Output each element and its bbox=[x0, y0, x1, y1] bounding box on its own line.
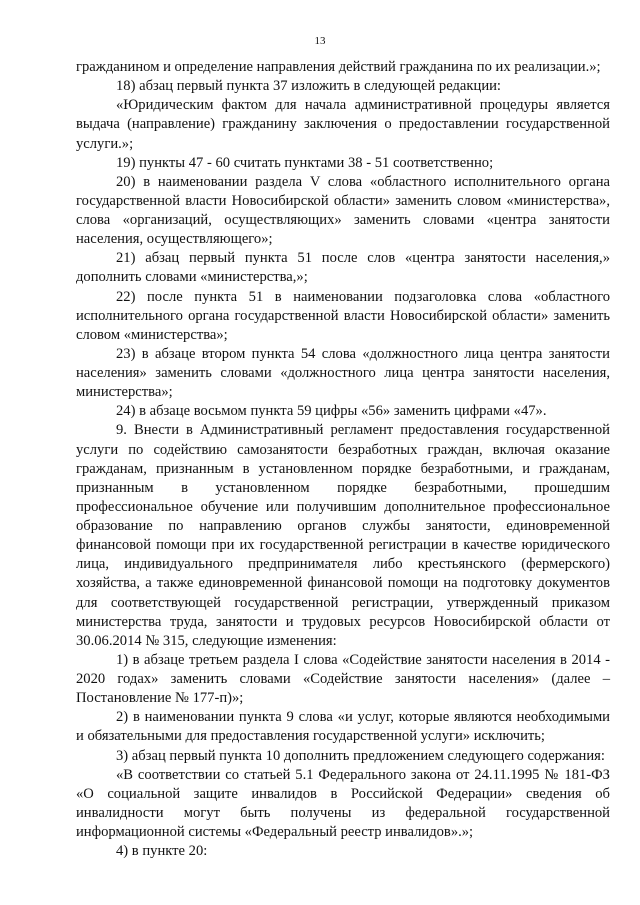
paragraph-item-23: 23) в абзаце втором пункта 54 слова «должностного лица центра занятости населения» заменить словами «должностного лица центра занятости населения, министерства»; bbox=[76, 345, 610, 401]
paragraph-quote-item-18: «Юридическим фактом для начала административной процедуры является выдача (направление) гражданину заключения о предоставлении государственной услуги.»; bbox=[76, 97, 610, 152]
paragraph-item-18: 18) абзац первый пункта 37 изложить в следующей редакции: bbox=[116, 78, 501, 95]
paragraph-item-20: 20) в наименовании раздела V слова «областного исполнительного органа государственной власти Новосибирской области» заменить словом «министерства», слова «организаций, осуществляющих» заменить словами «центра занятости населения, осуществляющего»; bbox=[76, 173, 610, 248]
paragraph-item-21: 21) абзац первый пункта 51 после слов «центра занятости населения,» дополнить словами «министерства,»; bbox=[76, 250, 610, 286]
paragraph-item-19: 19) пункты 47 - 60 считать пунктами 38 - 51 соответственно; bbox=[116, 154, 494, 171]
paragraph-sub-3: 3) абзац первый пункта 10 дополнить предложением следующего содержания: bbox=[116, 747, 605, 764]
paragraph-sub-1: 1) в абзаце третьем раздела I слова «Содействие занятости населения в 2014 - 2020 годах» заменить словами «Содействие занятости населения» (далее – Постановление № 177-п)»; bbox=[76, 651, 610, 707]
paragraph-continuation: гражданином и определение направления действий гражданина по их реализации.»; bbox=[76, 59, 601, 75]
page-number: 13 bbox=[314, 35, 326, 47]
paragraph-item-24: 24) в абзаце восьмом пункта 59 цифры «56» заменить цифрами «47». bbox=[116, 403, 547, 420]
paragraph-section-9: 9. Внести в Административный регламент предоставления государственной услуги по содействию самозанятости безработных граждан, включая оказание гражданам, признанным в установленном порядке безработными, и гражданам, признанным в установленном порядке безработными, прошедшим профессиональное обучение или получившим дополнительное профессиональное образование по направлению органов службы занятости, единовременной финансовой помощи при их государственной регистрации в качестве юридического лица, индивидуального предпринимателя либо крестьянского (фермерского) хозяйства, а также единовременной финансовой помощи на подготовку документов для соответствующей государственной регистрации, утвержденный приказом министерства труда, занятости и трудовых ресурсов Новосибирской области от 30.06.2014 № 315, следующие изменения: bbox=[76, 422, 610, 649]
paragraph-sub-2: 2) в наименовании пункта 9 слова «и услуг, которые являются необходимыми и обязательными для предоставления государственной услуги» исключить; bbox=[76, 709, 610, 745]
document-body bbox=[76, 58, 610, 861]
paragraph-sub-4: 4) в пункте 20: bbox=[116, 843, 208, 860]
paragraph-quote-sub-3: «В соответствии со статьей 5.1 Федерального закона от 24.11.1995 № 181-ФЗ «О социальной защите инвалидов в Российской Федерации» сведения об инвалидности могут быть получены из федеральной государственной информационной системы «Федеральный реестр инвалидов».»; bbox=[76, 766, 610, 840]
paragraph-item-22: 22) после пункта 51 в наименовании подзаголовка слова «областного исполнительного органа государственной власти Новосибирской области» заменить словом «министерства»; bbox=[76, 288, 610, 343]
